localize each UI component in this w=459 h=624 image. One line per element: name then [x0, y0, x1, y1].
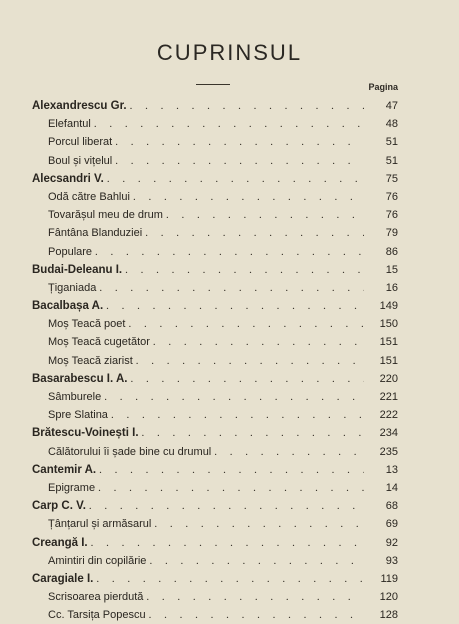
work-title: Moș Teacă ziarist	[48, 354, 133, 367]
page-number: 235	[379, 445, 398, 458]
toc-work-entry	[0, 206, 459, 224]
toc-work-entry	[0, 279, 459, 297]
page-number: 48	[385, 118, 398, 131]
author-name: Creangă I.	[32, 536, 88, 549]
work-title: Moș Teacă cugetător	[48, 336, 150, 349]
work-title: Cc. Tarsița Popescu	[48, 609, 146, 622]
page-number: 51	[385, 136, 398, 149]
dot-leader	[99, 279, 364, 297]
page-number: 69	[385, 518, 398, 531]
page-number: 76	[385, 209, 398, 222]
toc-author-entry	[0, 497, 459, 515]
page-number: 151	[379, 354, 398, 367]
work-title: Boul și vițelul	[48, 154, 113, 167]
dot-leader	[106, 297, 364, 315]
page-number: 14	[385, 481, 398, 494]
dot-leader	[91, 534, 364, 552]
toc-work-entry	[0, 588, 459, 606]
page-number: 120	[379, 591, 398, 604]
work-title: Porcul liberat	[48, 136, 113, 149]
toc-author-entry	[0, 170, 459, 188]
toc-work-entry	[0, 388, 459, 406]
work-title: Sâmburele	[48, 391, 102, 403]
page-number: 76	[385, 190, 398, 203]
work-title: Țiganiada	[48, 281, 97, 294]
author-name: Carp C. V.	[32, 500, 86, 513]
page-number: 93	[385, 554, 398, 567]
dot-leader	[115, 133, 364, 151]
work-title: Tovarășul meu de drum	[48, 209, 163, 222]
toc-author-entry	[0, 261, 459, 279]
page-number: 15	[385, 263, 398, 276]
author-name: Brătescu-Voinești I.	[32, 427, 139, 440]
dot-leader	[98, 479, 364, 497]
page-number: 149	[379, 300, 398, 313]
dot-leader	[89, 497, 364, 515]
author-name: Bacalbașa A.	[32, 300, 104, 313]
work-title: Elefantul	[48, 118, 91, 131]
page-number: 92	[385, 536, 398, 549]
toc-work-entry	[0, 188, 459, 206]
dot-leader	[214, 443, 364, 461]
dot-leader	[115, 152, 364, 170]
dot-leader	[130, 370, 364, 388]
dot-leader	[145, 224, 364, 242]
work-title: Spre Slatina	[48, 409, 108, 422]
dot-leader	[133, 188, 364, 206]
dot-leader	[96, 570, 364, 588]
page-number: 221	[379, 391, 398, 403]
page-number: 13	[385, 463, 398, 476]
author-name: Caragiale I.	[32, 572, 94, 585]
toc-work-entry	[0, 479, 459, 497]
dot-leader	[107, 170, 364, 188]
toc-work-entry	[0, 406, 459, 424]
dot-leader	[111, 406, 364, 424]
page-column-label: Pagina	[368, 82, 398, 92]
dot-leader	[153, 333, 364, 351]
toc-work-entry	[0, 515, 459, 533]
toc-work-entry	[0, 552, 459, 570]
page-number: 222	[379, 409, 398, 422]
page-number: 79	[385, 227, 398, 240]
page-title: CUPRINSUL	[156, 40, 303, 65]
page-number: 86	[385, 245, 398, 258]
toc-work-entry	[0, 315, 459, 333]
work-title: Scrisoarea pierdută	[48, 591, 144, 604]
work-title: Odă către Bahlui	[48, 190, 130, 203]
work-title: Populare	[48, 245, 93, 258]
toc-work-entry	[0, 115, 459, 133]
toc-work-entry	[0, 443, 459, 461]
dot-leader	[146, 588, 364, 606]
title-rule	[196, 84, 230, 85]
toc-author-entry	[0, 297, 459, 315]
author-name: Alecsandri V.	[32, 172, 104, 185]
dot-leader	[149, 606, 364, 624]
page-number: 119	[380, 572, 398, 585]
dot-leader	[130, 97, 364, 115]
page-number: 16	[385, 281, 398, 294]
toc-author-entry	[0, 97, 459, 115]
toc-work-entry	[0, 352, 459, 370]
toc-work-entry	[0, 152, 459, 170]
dot-leader	[125, 261, 364, 279]
dot-leader	[166, 206, 364, 224]
toc-author-entry	[0, 534, 459, 552]
page-number: 151	[379, 336, 398, 349]
author-name: Alexandrescu Gr.	[32, 100, 127, 112]
work-title: Amintiri din copilărie	[48, 554, 147, 567]
dot-leader	[104, 388, 364, 406]
page-number: 47	[385, 100, 398, 112]
work-title: Fântâna Blanduziei	[48, 227, 143, 240]
toc-author-entry	[0, 570, 459, 588]
dot-leader	[95, 243, 364, 261]
page-number: 68	[385, 500, 398, 513]
toc-author-entry	[0, 461, 459, 479]
page-number: 220	[379, 372, 398, 385]
dot-leader	[128, 315, 364, 333]
dot-leader	[154, 515, 364, 533]
dot-leader	[142, 424, 364, 442]
work-title: Călătorului îi șade bine cu drumul	[48, 445, 212, 458]
toc-author-entry	[0, 424, 459, 442]
page-number: 128	[379, 609, 398, 622]
page-number: 150	[379, 318, 398, 331]
page-number: 234	[379, 427, 398, 440]
toc-work-entry	[0, 606, 459, 624]
toc-work-entry	[0, 333, 459, 351]
toc-work-entry	[0, 133, 459, 151]
page-number: 75	[385, 172, 398, 185]
dot-leader	[136, 352, 364, 370]
work-title: Moș Teacă poet	[48, 318, 126, 331]
author-name: Basarabescu I. A.	[32, 372, 128, 385]
author-name: Cantemir A.	[32, 463, 97, 476]
dot-leader	[94, 115, 364, 133]
page-number: 51	[385, 154, 398, 167]
toc-work-entry	[0, 243, 459, 261]
toc-work-entry	[0, 224, 459, 242]
work-title: Țânțarul și armăsarul	[48, 518, 152, 531]
table-of-contents	[0, 97, 459, 624]
author-name: Budai-Deleanu I.	[32, 263, 123, 276]
work-title: Epigrame	[48, 481, 96, 494]
dot-leader	[149, 552, 364, 570]
toc-author-entry	[0, 370, 459, 388]
dot-leader	[99, 461, 364, 479]
